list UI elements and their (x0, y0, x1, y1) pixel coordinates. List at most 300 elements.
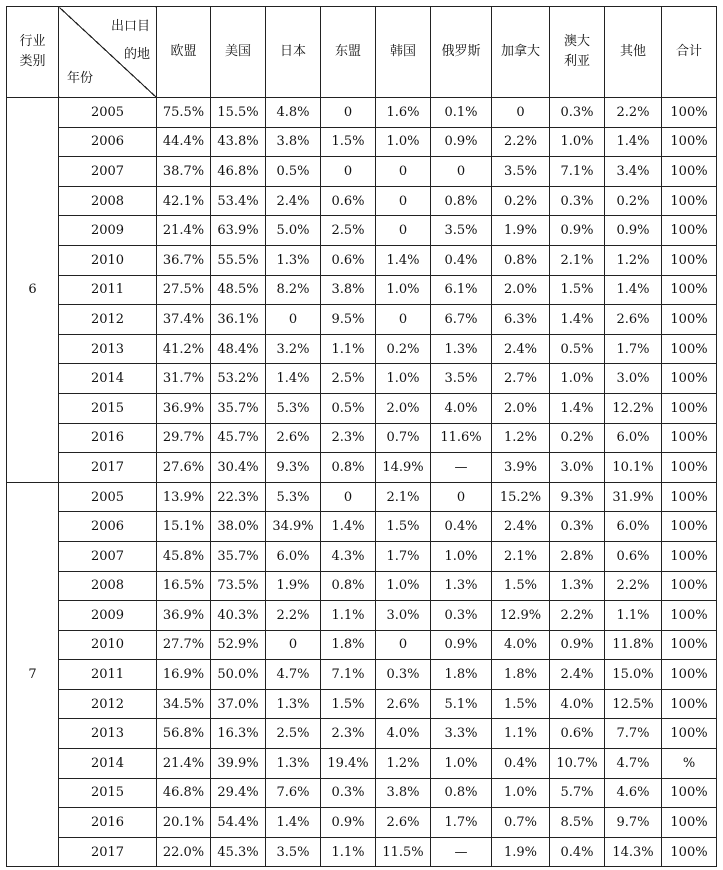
year-cell: 2012 (59, 689, 157, 719)
value-cell: 36.9% (157, 601, 211, 631)
value-cell: 1.1% (605, 601, 662, 631)
year-cell: 2014 (59, 364, 157, 394)
header-destination-other: 其他 (605, 7, 662, 98)
value-cell: — (431, 837, 492, 867)
header-destination-line-2: 的地 (123, 47, 150, 62)
year-cell: 2007 (59, 157, 157, 187)
header-australia-line-2: 利亚 (563, 54, 590, 69)
value-cell: 1.3% (550, 571, 605, 601)
value-cell: 1.9% (492, 216, 550, 246)
value-cell: 10.7% (550, 749, 605, 779)
value-cell: 0.4% (492, 749, 550, 779)
value-cell: 0 (492, 98, 550, 128)
table-row (7, 275, 717, 305)
value-cell: 0.3% (550, 512, 605, 542)
value-cell: 1.2% (492, 423, 550, 453)
value-cell: 1.7% (605, 334, 662, 364)
value-cell: 0 (266, 305, 321, 335)
header-category-line-1: 行业 (19, 34, 46, 49)
year-cell: 2005 (59, 98, 157, 128)
value-cell: 34.5% (157, 689, 211, 719)
value-cell: 100% (662, 778, 717, 808)
value-cell: 27.7% (157, 630, 211, 660)
value-cell: 63.9% (211, 216, 266, 246)
value-cell: 53.4% (211, 186, 266, 216)
value-cell: 2.4% (492, 334, 550, 364)
header-destination-line-1: 出口目 (110, 19, 150, 34)
year-cell: 2013 (59, 334, 157, 364)
value-cell: 100% (662, 601, 717, 631)
value-cell: 1.4% (605, 127, 662, 157)
value-cell: 20.1% (157, 808, 211, 838)
value-cell: 2.0% (376, 393, 431, 423)
value-cell: 31.7% (157, 364, 211, 394)
value-cell: 38.0% (211, 512, 266, 542)
table-row (7, 127, 717, 157)
value-cell: 36.9% (157, 393, 211, 423)
value-cell: 100% (662, 245, 717, 275)
value-cell: 30.4% (211, 453, 266, 483)
value-cell: 19.4% (321, 749, 376, 779)
value-cell: % (662, 749, 717, 779)
value-cell: 2.0% (492, 275, 550, 305)
year-cell: 2016 (59, 423, 157, 453)
header-destination-us: 美国 (211, 7, 266, 98)
year-cell: 2014 (59, 749, 157, 779)
value-cell: 3.8% (266, 127, 321, 157)
value-cell: 0 (321, 98, 376, 128)
value-cell: 0.8% (321, 453, 376, 483)
value-cell: 3.4% (605, 157, 662, 187)
table-row (7, 719, 717, 749)
value-cell: 100% (662, 808, 717, 838)
value-cell: 41.2% (157, 334, 211, 364)
value-cell: 1.0% (376, 571, 431, 601)
header-destination-canada: 加拿大 (492, 7, 550, 98)
table-row (7, 660, 717, 690)
year-cell: 2010 (59, 245, 157, 275)
year-cell: 2015 (59, 778, 157, 808)
table-row (7, 837, 717, 867)
value-cell: 0.5% (550, 334, 605, 364)
header-destination-japan: 日本 (266, 7, 321, 98)
export-destination-table (6, 6, 717, 867)
year-cell: 2012 (59, 305, 157, 335)
value-cell: 2.0% (492, 393, 550, 423)
value-cell: 1.2% (605, 245, 662, 275)
value-cell: 15.2% (492, 482, 550, 512)
value-cell: 1.5% (492, 689, 550, 719)
value-cell: 4.0% (431, 393, 492, 423)
value-cell: 8.5% (550, 808, 605, 838)
table-row (7, 689, 717, 719)
value-cell: 0 (376, 186, 431, 216)
value-cell: 45.8% (157, 541, 211, 571)
value-cell: 0 (376, 157, 431, 187)
header-category (7, 7, 59, 98)
table-row (7, 364, 717, 394)
value-cell: 0.3% (431, 601, 492, 631)
value-cell: 100% (662, 98, 717, 128)
value-cell: 9.5% (321, 305, 376, 335)
value-cell: 22.0% (157, 837, 211, 867)
year-cell: 2017 (59, 453, 157, 483)
value-cell: 2.8% (550, 541, 605, 571)
value-cell: 12.9% (492, 601, 550, 631)
table-row (7, 216, 717, 246)
value-cell: 0.5% (321, 393, 376, 423)
value-cell: 15.5% (211, 98, 266, 128)
value-cell: 0.9% (605, 216, 662, 246)
value-cell: 0 (321, 157, 376, 187)
year-cell: 2015 (59, 393, 157, 423)
year-cell: 2007 (59, 541, 157, 571)
value-cell: 0.9% (431, 630, 492, 660)
value-cell: 11.5% (376, 837, 431, 867)
value-cell: 3.5% (266, 837, 321, 867)
value-cell: 36.7% (157, 245, 211, 275)
value-cell: 0.6% (550, 719, 605, 749)
value-cell: 1.8% (492, 660, 550, 690)
header-diagonal-cell (59, 7, 157, 98)
value-cell: 0.4% (431, 512, 492, 542)
value-cell: 5.7% (550, 778, 605, 808)
value-cell: 1.0% (431, 749, 492, 779)
value-cell: 0.1% (431, 98, 492, 128)
value-cell: 6.7% (431, 305, 492, 335)
value-cell: 48.5% (211, 275, 266, 305)
value-cell: 39.9% (211, 749, 266, 779)
value-cell: 46.8% (211, 157, 266, 187)
value-cell: 42.1% (157, 186, 211, 216)
value-cell: 0.5% (266, 157, 321, 187)
value-cell: 2.2% (605, 98, 662, 128)
value-cell: 1.0% (550, 364, 605, 394)
value-cell: 100% (662, 571, 717, 601)
value-cell: 15.1% (157, 512, 211, 542)
table-row (7, 245, 717, 275)
value-cell: 0.3% (550, 186, 605, 216)
value-cell: 35.7% (211, 541, 266, 571)
value-cell: 6.3% (492, 305, 550, 335)
table-row (7, 808, 717, 838)
value-cell: 100% (662, 127, 717, 157)
value-cell: 1.3% (266, 749, 321, 779)
value-cell: 1.3% (266, 245, 321, 275)
value-cell: 2.2% (605, 571, 662, 601)
header-row (7, 7, 717, 98)
value-cell: 5.3% (266, 393, 321, 423)
value-cell: 0.9% (550, 630, 605, 660)
table-row (7, 453, 717, 483)
value-cell: 16.9% (157, 660, 211, 690)
value-cell: 22.3% (211, 482, 266, 512)
value-cell: 11.6% (431, 423, 492, 453)
value-cell: 12.5% (605, 689, 662, 719)
value-cell: 3.9% (492, 453, 550, 483)
value-cell: 1.1% (321, 601, 376, 631)
value-cell: 0.6% (321, 186, 376, 216)
value-cell: 5.3% (266, 482, 321, 512)
value-cell: 0 (376, 216, 431, 246)
year-cell: 2006 (59, 512, 157, 542)
value-cell: 43.8% (211, 127, 266, 157)
value-cell: 46.8% (157, 778, 211, 808)
value-cell: 45.7% (211, 423, 266, 453)
value-cell: 1.4% (550, 393, 605, 423)
value-cell: 3.2% (266, 334, 321, 364)
value-cell: 100% (662, 837, 717, 867)
value-cell: 2.5% (266, 719, 321, 749)
value-cell: 3.0% (605, 364, 662, 394)
value-cell: 35.7% (211, 393, 266, 423)
value-cell: 1.5% (550, 275, 605, 305)
value-cell: 1.1% (321, 334, 376, 364)
value-cell: 2.6% (266, 423, 321, 453)
value-cell: 2.6% (376, 689, 431, 719)
value-cell: 1.7% (376, 541, 431, 571)
value-cell: 4.7% (605, 749, 662, 779)
value-cell: 44.4% (157, 127, 211, 157)
table-row (7, 305, 717, 335)
value-cell: 21.4% (157, 749, 211, 779)
value-cell: 100% (662, 334, 717, 364)
value-cell: 100% (662, 364, 717, 394)
value-cell: 14.3% (605, 837, 662, 867)
value-cell: 3.8% (321, 275, 376, 305)
table-body (7, 98, 717, 867)
value-cell: 0.3% (550, 98, 605, 128)
table-row (7, 482, 717, 512)
year-cell: 2010 (59, 630, 157, 660)
value-cell: 2.6% (376, 808, 431, 838)
value-cell: 50.0% (211, 660, 266, 690)
value-cell: 31.9% (605, 482, 662, 512)
value-cell: 1.3% (431, 334, 492, 364)
value-cell: 1.4% (605, 275, 662, 305)
value-cell: 12.2% (605, 393, 662, 423)
table-row (7, 512, 717, 542)
value-cell: 100% (662, 186, 717, 216)
value-cell: 56.8% (157, 719, 211, 749)
value-cell: 2.5% (321, 216, 376, 246)
value-cell: 34.9% (266, 512, 321, 542)
value-cell: 48.4% (211, 334, 266, 364)
value-cell: 4.0% (550, 689, 605, 719)
value-cell: 7.1% (321, 660, 376, 690)
category-cell: 6 (7, 98, 59, 483)
value-cell: 27.6% (157, 453, 211, 483)
value-cell: 2.2% (550, 601, 605, 631)
value-cell: 1.0% (550, 127, 605, 157)
value-cell: 1.4% (266, 364, 321, 394)
value-cell: 2.3% (321, 719, 376, 749)
value-cell: 0.6% (605, 541, 662, 571)
value-cell: 6.0% (605, 423, 662, 453)
value-cell: 15.0% (605, 660, 662, 690)
value-cell: 6.0% (266, 541, 321, 571)
value-cell: 2.3% (321, 423, 376, 453)
header-destination-eu: 欧盟 (157, 7, 211, 98)
header-category-line-2: 类别 (19, 54, 46, 69)
value-cell: 7.1% (550, 157, 605, 187)
header-destination-korea: 韩国 (376, 7, 431, 98)
value-cell: 2.1% (550, 245, 605, 275)
value-cell: 0 (376, 305, 431, 335)
value-cell: 100% (662, 393, 717, 423)
value-cell: 1.0% (431, 541, 492, 571)
header-year-label: 年份 (67, 71, 94, 86)
value-cell: 100% (662, 157, 717, 187)
value-cell: 1.5% (376, 512, 431, 542)
value-cell: 1.0% (376, 364, 431, 394)
value-cell: 1.3% (431, 571, 492, 601)
value-cell: 7.7% (605, 719, 662, 749)
value-cell: 100% (662, 719, 717, 749)
value-cell: 5.0% (266, 216, 321, 246)
value-cell: 0 (431, 157, 492, 187)
value-cell: 9.3% (550, 482, 605, 512)
value-cell: 0.8% (492, 245, 550, 275)
value-cell: 0.9% (321, 808, 376, 838)
value-cell: 2.4% (550, 660, 605, 690)
value-cell: 0.2% (605, 186, 662, 216)
value-cell: 0.8% (431, 186, 492, 216)
value-cell: 27.5% (157, 275, 211, 305)
value-cell: 8.2% (266, 275, 321, 305)
year-cell: 2013 (59, 719, 157, 749)
value-cell: 36.1% (211, 305, 266, 335)
value-cell: 0.8% (321, 571, 376, 601)
value-cell: 45.3% (211, 837, 266, 867)
value-cell: 0.2% (492, 186, 550, 216)
value-cell: 100% (662, 423, 717, 453)
value-cell: 2.5% (321, 364, 376, 394)
value-cell: — (431, 453, 492, 483)
table-row (7, 778, 717, 808)
value-cell: 3.8% (376, 778, 431, 808)
value-cell: 1.5% (321, 127, 376, 157)
value-cell: 14.9% (376, 453, 431, 483)
value-cell: 0 (376, 630, 431, 660)
value-cell: 2.4% (266, 186, 321, 216)
value-cell: 100% (662, 689, 717, 719)
value-cell: 0.7% (492, 808, 550, 838)
value-cell: 0 (266, 630, 321, 660)
value-cell: 1.9% (266, 571, 321, 601)
value-cell: 52.9% (211, 630, 266, 660)
value-cell: 4.8% (266, 98, 321, 128)
value-cell: 6.1% (431, 275, 492, 305)
value-cell: 100% (662, 541, 717, 571)
value-cell: 55.5% (211, 245, 266, 275)
value-cell: 1.0% (376, 275, 431, 305)
value-cell: 2.1% (376, 482, 431, 512)
year-cell: 2005 (59, 482, 157, 512)
year-cell: 2009 (59, 216, 157, 246)
value-cell: 5.1% (431, 689, 492, 719)
table-row (7, 334, 717, 364)
year-cell: 2006 (59, 127, 157, 157)
table-row (7, 601, 717, 631)
value-cell: 53.2% (211, 364, 266, 394)
value-cell: 2.1% (492, 541, 550, 571)
value-cell: 0.9% (431, 127, 492, 157)
value-cell: 1.5% (492, 571, 550, 601)
value-cell: 38.7% (157, 157, 211, 187)
table-row (7, 186, 717, 216)
table-row (7, 157, 717, 187)
value-cell: 0.7% (376, 423, 431, 453)
value-cell: 4.7% (266, 660, 321, 690)
header-total: 合计 (662, 7, 717, 98)
value-cell: 1.0% (492, 778, 550, 808)
value-cell: 4.3% (321, 541, 376, 571)
value-cell: 0.9% (550, 216, 605, 246)
value-cell: 3.0% (550, 453, 605, 483)
value-cell: 1.6% (376, 98, 431, 128)
value-cell: 3.0% (376, 601, 431, 631)
year-cell: 2008 (59, 186, 157, 216)
value-cell: 0.4% (550, 837, 605, 867)
value-cell: 37.0% (211, 689, 266, 719)
value-cell: 16.3% (211, 719, 266, 749)
value-cell: 29.4% (211, 778, 266, 808)
value-cell: 0.3% (321, 778, 376, 808)
value-cell: 1.1% (492, 719, 550, 749)
value-cell: 1.4% (376, 245, 431, 275)
value-cell: 100% (662, 453, 717, 483)
value-cell: 100% (662, 216, 717, 246)
value-cell: 11.8% (605, 630, 662, 660)
value-cell: 1.3% (266, 689, 321, 719)
value-cell: 4.0% (376, 719, 431, 749)
year-cell: 2008 (59, 571, 157, 601)
value-cell: 73.5% (211, 571, 266, 601)
table-row (7, 98, 717, 128)
header-destination-asean: 东盟 (321, 7, 376, 98)
value-cell: 3.5% (492, 157, 550, 187)
value-cell: 9.3% (266, 453, 321, 483)
value-cell: 100% (662, 482, 717, 512)
value-cell: 13.9% (157, 482, 211, 512)
year-cell: 2011 (59, 660, 157, 690)
value-cell: 21.4% (157, 216, 211, 246)
value-cell: 2.7% (492, 364, 550, 394)
value-cell: 2.2% (492, 127, 550, 157)
value-cell: 1.5% (321, 689, 376, 719)
table-row (7, 541, 717, 571)
value-cell: 100% (662, 305, 717, 335)
table-row (7, 571, 717, 601)
value-cell: 3.5% (431, 364, 492, 394)
value-cell: 1.7% (431, 808, 492, 838)
value-cell: 1.1% (321, 837, 376, 867)
value-cell: 2.4% (492, 512, 550, 542)
value-cell: 54.4% (211, 808, 266, 838)
value-cell: 16.5% (157, 571, 211, 601)
value-cell: 2.6% (605, 305, 662, 335)
value-cell: 0 (321, 482, 376, 512)
value-cell: 1.0% (376, 127, 431, 157)
value-cell: 3.3% (431, 719, 492, 749)
value-cell: 0 (431, 482, 492, 512)
year-cell: 2016 (59, 808, 157, 838)
value-cell: 100% (662, 660, 717, 690)
value-cell: 1.2% (376, 749, 431, 779)
value-cell: 6.0% (605, 512, 662, 542)
value-cell: 75.5% (157, 98, 211, 128)
